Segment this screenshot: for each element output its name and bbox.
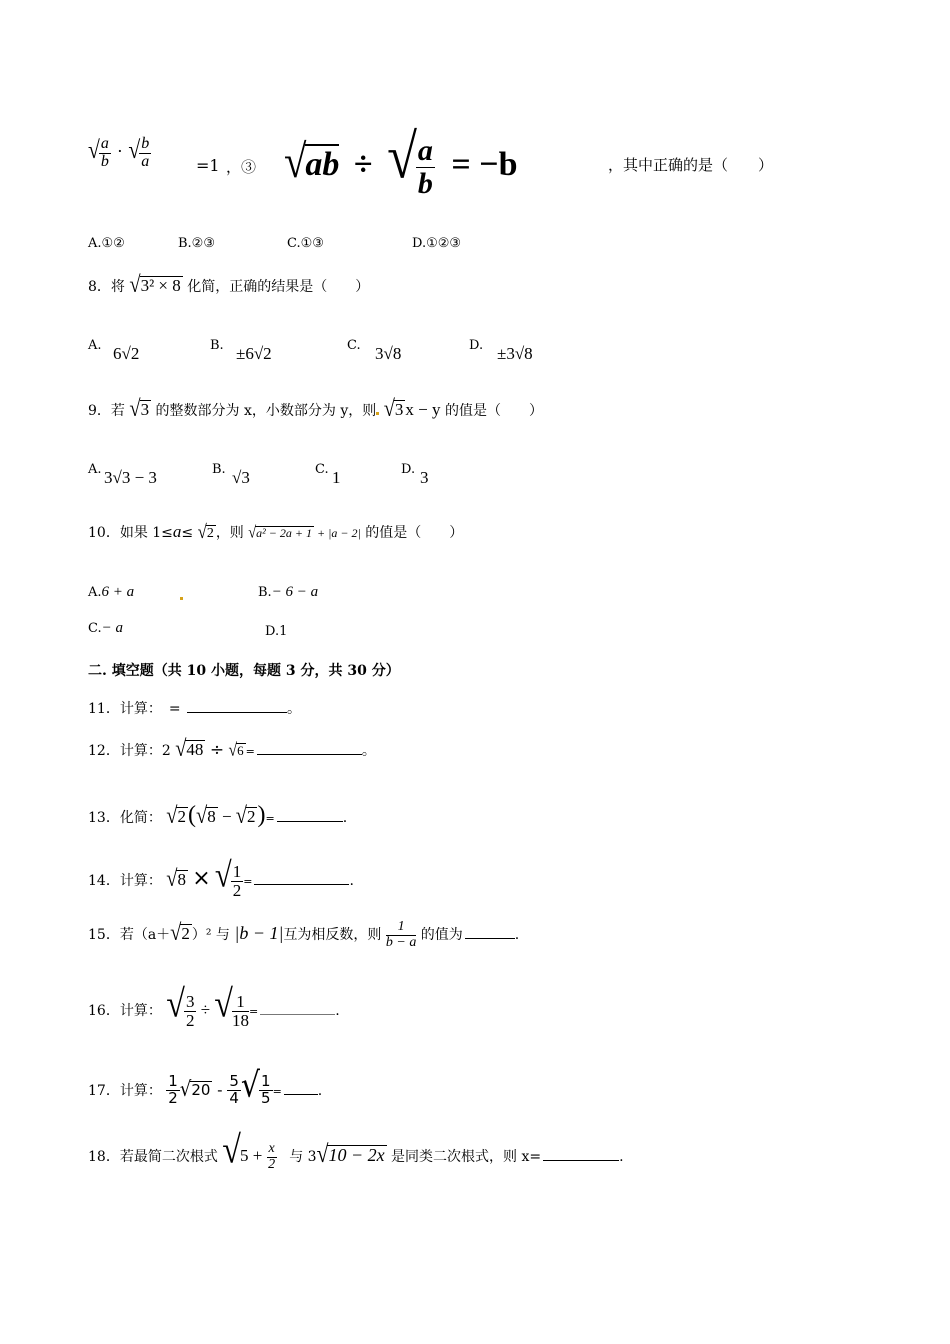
q15-tail: 的值为 — [420, 927, 463, 944]
q18-text: 18．若最简二次根式 — [88, 1149, 218, 1165]
mark-dot — [180, 597, 183, 600]
q15-abs: |b − 1| — [234, 923, 284, 944]
section-2-title: 二. 填空题（共 10 小题，每题 3 分，共 30 分） — [88, 663, 400, 679]
q10-expr: √a² − 2a + 1 + |a − 2| — [248, 523, 361, 543]
q14-end: . — [349, 873, 354, 889]
q9-option-d-value[interactable]: 3 — [420, 468, 429, 487]
q14-expr: √8 × √ $\frac{1}{2}$ — [166, 855, 242, 900]
q13-eq: = — [265, 812, 275, 825]
q16-end: . — [335, 1003, 340, 1019]
q18-tail: 是同类二次根式，则 x= — [391, 1149, 542, 1165]
q7-option-a[interactable]: A.①② — [88, 236, 125, 251]
q17-text: 17．计算： — [88, 1083, 162, 1099]
q12-text: 12．计算：2 — [88, 743, 171, 759]
q8-option-d-value[interactable]: ±3√8 — [497, 344, 533, 363]
q10-num: 10．如果 1≤ — [88, 525, 173, 541]
q10-option-d-value: 1 — [279, 624, 288, 639]
q15-text: 15．若（a＋ — [88, 927, 171, 944]
q17-expr: $\frac{1}{2}$ √20 - $\frac{5}{4}$ √ $\frac{1}{5}$ — [168, 1065, 271, 1107]
q18-mid: 与 3 — [289, 1149, 317, 1165]
q10-var: a — [172, 522, 182, 541]
q13-answer-blank[interactable] — [277, 820, 343, 822]
q10-option-d-label: D. — [265, 624, 280, 639]
q10-sqrt2: √2 — [197, 520, 214, 543]
q12-sqrt6: √6 — [228, 740, 244, 761]
q15-end: . — [514, 927, 520, 944]
q12-div: ÷ — [209, 740, 225, 760]
q18-expr2: √10 − 2x — [316, 1140, 385, 1168]
q17-answer-blank[interactable] — [284, 1093, 318, 1095]
q15-frac: $\frac{1}{b - a}$ — [385, 919, 417, 950]
q18-expr1: √5 + $\frac{x}{2}$ — [222, 1129, 276, 1172]
q16-answer-blank[interactable] — [260, 1013, 335, 1015]
q8-expr: √3² × 8 — [129, 272, 181, 298]
q10-option-c-value: − a — [101, 620, 123, 636]
q9-option-a-value[interactable]: 3√3 − 3 — [104, 468, 157, 487]
q9-option-a-label[interactable]: A. — [88, 462, 102, 477]
q13-line — [88, 802, 347, 829]
q12-line — [88, 738, 376, 761]
q10-option-a[interactable] — [88, 584, 134, 601]
q9-sqrt3: √3 — [129, 396, 150, 422]
q8-option-c-label[interactable]: C. — [347, 338, 361, 353]
q14-text: 14．计算： — [88, 873, 162, 889]
q7-expr1: √ $\frac{a}{b}$ · √ $\frac{b}{a}$ — [88, 135, 150, 170]
q17-end: . — [317, 1083, 323, 1099]
q9-option-b-label[interactable]: B. — [212, 462, 226, 477]
q15-line — [88, 920, 519, 950]
q8-option-b-value[interactable]: ±6√2 — [236, 344, 272, 363]
q15-answer-blank[interactable] — [465, 937, 515, 939]
q12-answer-blank[interactable] — [257, 753, 362, 755]
q9-option-b-value[interactable]: √3 — [232, 468, 250, 487]
q10-text1: ，则 — [215, 525, 244, 541]
q10-option-c[interactable] — [88, 620, 123, 637]
q7-eq1: =1 — [196, 156, 220, 175]
q11-end: 。 — [287, 701, 301, 717]
q10-option-c-label: C. — [88, 621, 102, 636]
q13-text: 13．化简： — [88, 810, 162, 826]
q12-end: 。 — [361, 743, 376, 759]
q12-sqrt48: √48 — [175, 736, 204, 762]
q18-answer-blank[interactable] — [543, 1159, 619, 1161]
q14-answer-blank[interactable] — [254, 883, 349, 885]
q7-option-d[interactable]: D.①②③ — [412, 236, 462, 251]
q9-option-c-value[interactable]: 1 — [332, 468, 341, 487]
q17-line — [88, 1065, 323, 1107]
q16-expr: √ $\frac{3}{2}$ ÷ √ $\frac{1}{18}$ — [166, 983, 249, 1030]
q11-line — [88, 698, 301, 718]
q9-num: 9．若 — [88, 403, 125, 419]
q15-mid: ）² 与 — [191, 927, 230, 944]
q10-tail: 的值是（ ） — [365, 525, 464, 541]
q8-option-b-label[interactable]: B. — [210, 338, 224, 353]
q8-num: 8．将 — [88, 279, 125, 295]
q8-option-a-label[interactable]: A. — [88, 338, 102, 353]
q8-option-d-label[interactable]: D. — [469, 338, 484, 353]
q18-end: . — [619, 1149, 624, 1165]
q11-answer-blank[interactable] — [187, 711, 287, 713]
q8-option-c-value[interactable]: 3√8 — [375, 344, 402, 363]
q13-end: . — [342, 810, 348, 826]
q17-eq: = — [272, 1085, 282, 1098]
q7-expr3: √ab ÷ √ $\frac{a}{b}$ = −b — [284, 122, 518, 200]
q10-option-a-value: 6 + a — [101, 584, 135, 600]
q15-sqrt2: √2 — [170, 920, 190, 946]
q9-tail: 的值是（ ） — [444, 403, 543, 419]
q7-option-b[interactable]: B.②③ — [178, 236, 215, 251]
q13-expr: √2(√8 − √2) — [166, 802, 266, 829]
q15-text2: 互为相反数，则 — [283, 927, 382, 944]
q7-option-c[interactable]: C.①③ — [287, 236, 324, 251]
q7-tail: ，其中正确的是（ ） — [608, 156, 774, 174]
q9-option-d-label[interactable]: D. — [401, 462, 416, 477]
mark-dot — [376, 412, 379, 415]
q10-option-d[interactable] — [265, 624, 287, 639]
q16-text: 16．计算： — [88, 1003, 162, 1019]
q10-option-a-label: A. — [88, 585, 102, 600]
q14-line — [88, 855, 354, 900]
q14-eq: = — [243, 875, 253, 888]
q8-option-a-value[interactable]: 6√2 — [113, 344, 140, 363]
q9-expr: √3 x − y — [383, 396, 441, 422]
q8-tail: 化简，正确的结果是（ ） — [187, 279, 370, 295]
q7-sep: ，③ — [226, 158, 257, 176]
q10-option-b-value: − 6 − a — [271, 584, 319, 600]
q16-eq: = — [248, 1005, 259, 1018]
q8-line — [88, 274, 369, 297]
q10-line — [88, 522, 463, 542]
q9-option-c-label[interactable]: C. — [315, 462, 329, 477]
q9-line — [88, 398, 543, 421]
q10-option-b[interactable] — [258, 584, 318, 601]
q18-line — [88, 1129, 624, 1172]
q12-eq: = — [245, 745, 255, 758]
q10-option-b-label: B. — [258, 585, 272, 600]
q11-text: 11．计算： = — [88, 701, 181, 717]
q16-line — [88, 983, 340, 1030]
q9-text1: 的整数部分为 x，小数部分为 y，则 — [155, 403, 377, 419]
q10-leq: ≤ — [181, 525, 194, 541]
